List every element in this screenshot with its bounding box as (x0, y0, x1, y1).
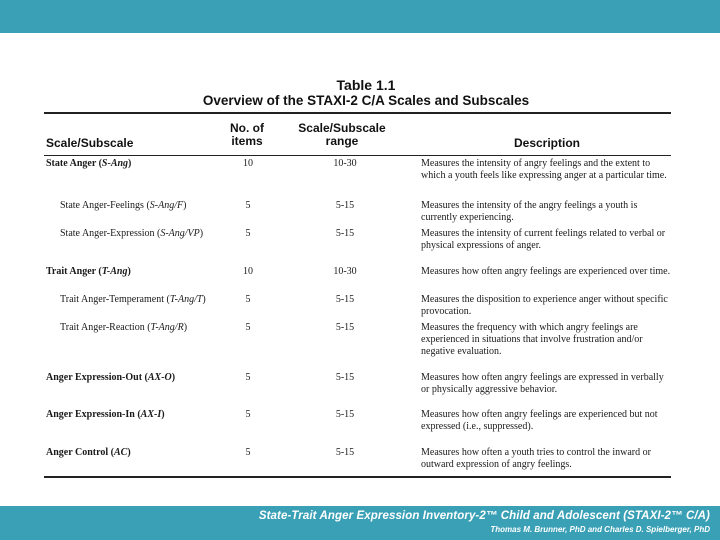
scale-range: 10-30 (333, 266, 357, 277)
subscale-name: Trait Anger-Reaction (T-Ang/R) (60, 322, 188, 333)
items-count: 10 (243, 158, 253, 169)
table-top-rule (44, 112, 671, 114)
subscale-name: Trait Anger-Temperament (T-Ang/T) (60, 294, 206, 305)
scale-description: Measures the intensity of current feelings related to verbal or physical expressions of anger. (421, 228, 666, 251)
table-title: Overview of the STAXI-2 C/A Scales and Subscales (202, 93, 530, 108)
scale-range: 5-15 (335, 200, 355, 211)
scale-name: Anger Expression-In (AX-I) (46, 409, 165, 420)
scale-description: Measures the intensity of the angry feelings a youth is currently experiencing. (421, 200, 638, 223)
scale-range: 5-15 (335, 409, 355, 420)
scale-range: 10-30 (333, 158, 357, 169)
header-range: Scale/Subscale range (298, 121, 386, 148)
items-count: 5 (245, 409, 251, 420)
items-count: 5 (245, 447, 251, 458)
subscale-name: State Anger-Feelings (S-Ang/F) (60, 200, 187, 211)
scale-range: 5-15 (335, 294, 355, 305)
header-items: No. of items (230, 121, 264, 148)
table-number: Table 1.1 (336, 77, 396, 93)
items-count: 5 (245, 322, 251, 333)
scale-range: 5-15 (335, 322, 355, 333)
scale-description: Measures how often angry feelings are experienced over time. (421, 266, 671, 277)
scale-description: Measures how often angry feelings are expressed in verbally or physically aggressive behavior. (421, 372, 664, 395)
items-count: 5 (245, 372, 251, 383)
scale-range: 5-15 (335, 447, 355, 458)
footer-authors: Thomas M. Brunner, PhD and Charles D. Spielberger, PhD (490, 525, 710, 534)
scale-description: Measures how often a youth tries to control the inward or outward expression of angry feelings. (421, 447, 651, 470)
scale-description: Measures the intensity of angry feelings and the extent to which a youth feels like expressing anger at a particular time. (421, 158, 667, 181)
top-accent-band (0, 0, 720, 33)
subscale-name: State Anger-Expression (S-Ang/VP) (60, 228, 204, 239)
scale-range: 5-15 (335, 228, 355, 239)
header-scale: Scale/Subscale (46, 136, 134, 150)
items-count: 5 (245, 294, 251, 305)
scale-name: State Anger (S-Ang) (46, 158, 132, 169)
header-description: Description (513, 136, 580, 150)
table-bottom-rule (44, 476, 671, 478)
items-count: 5 (245, 228, 251, 239)
footer-title: State-Trait Anger Expression Inventory-2™ Child and Adolescent (STAXI-2™ C/A) (258, 510, 710, 522)
scale-name: Anger Control (AC) (46, 447, 131, 458)
scale-range: 5-15 (335, 372, 355, 383)
header-rule (44, 155, 671, 156)
scale-description: Measures how often angry feelings are experienced but not expressed (i.e., suppressed). (421, 409, 658, 432)
scale-name: Anger Expression-Out (AX-O) (46, 372, 176, 383)
scale-description: Measures the disposition to experience anger without specific provocation. (421, 294, 668, 317)
items-count: 10 (243, 266, 253, 277)
scale-name: Trait Anger (T-Ang) (46, 266, 131, 277)
items-count: 5 (245, 200, 251, 211)
scale-description: Measures the frequency with which angry feelings are experienced in situations that involve frustration and/or negative evaluation. (421, 322, 643, 357)
